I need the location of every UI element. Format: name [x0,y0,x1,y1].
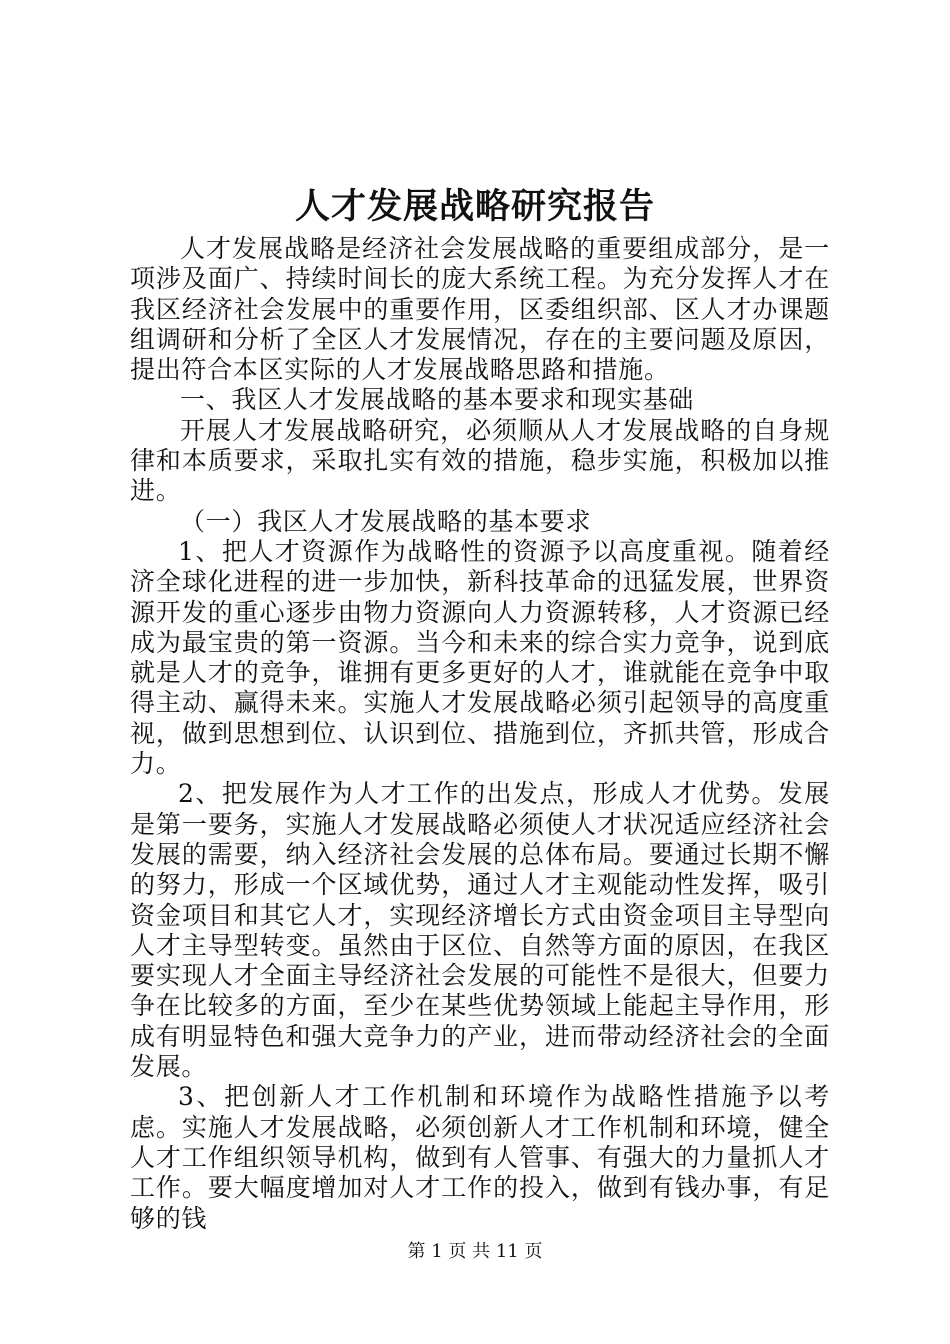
page-number-footer: 第 1 页 共 11 页 [407,1241,543,1262]
paragraph-section-1: 开展人才发展战略研究，必须顺从人才发展战略的自身规律和本质要求，采取扎实有效的措施，稳步实施，积极加以推进。 [130,415,830,506]
paragraph-intro: 人才发展战略是经济社会发展战略的重要组成部分，是一项涉及面广、持续时间长的庞大系统工程。为充分发挥人才在我区经济社会发展中的重要作用，区委组织部、区人才办课题组调研和分析了全区人才发展情况，存在的主要问题及原因，提出符合本区实际的人才发展战略思路和措施。 [130,234,830,385]
paragraph-item-3: 3、把创新人才工作机制和环境作为战略性措施予以考虑。实施人才发展战略，必须创新人才工作机制和环境，健全人才工作组织领导机构，做到有人管事、有强大的力量抓人才工作。要大幅度增加对人才工作的投入，做到有钱办事，有足够的钱 [130,1082,830,1233]
section-heading-1: 一、我区人才发展战略的基本要求和现实基础 [180,385,695,415]
paragraph-item-2: 2、把发展作为人才工作的出发点，形成人才优势。发展是第一要务，实施人才发展战略必须使人才状况适应经济社会发展的需要，纳入经济社会发展的总体布局。要通过长期不懈的努力，形成一个区域优势，通过人才主观能动性发挥，吸引资金项目和其它人才，实现经济增长方式由资金项目主导型向人才主导型转变。虽然由于区位、自然等方面的原因，在我区要实现人才全面主导经济社会发展的可能性不是很大，但要力争在比较多的方面，至少在某些优势领域上能起主导作用，形成有明显特色和强大竞争力的产业，进而带动经济社会的全面发展。 [130,779,830,1082]
subsection-heading-1: （一）我区人才发展战略的基本要求 [180,506,592,536]
document-body [130,234,830,1234]
paragraph-item-1: 1、把人才资源作为战略性的资源予以高度重视。随着经济全球化进程的进一步加快，新科技革命的迅猛发展，世界资源开发的重心逐步由物力资源向人力资源转移，人才资源已经成为最宝贵的第一资源。当今和未来的综合实力竞争，说到底就是人才的竞争，谁拥有更多更好的人才，谁就能在竞争中取得主动、赢得未来。实施人才发展战略必须引起领导的高度重视，做到思想到位、认识到位、措施到位，齐抓共管，形成合力。 [130,536,830,779]
document-title: 人才发展战略研究报告 [294,186,655,227]
